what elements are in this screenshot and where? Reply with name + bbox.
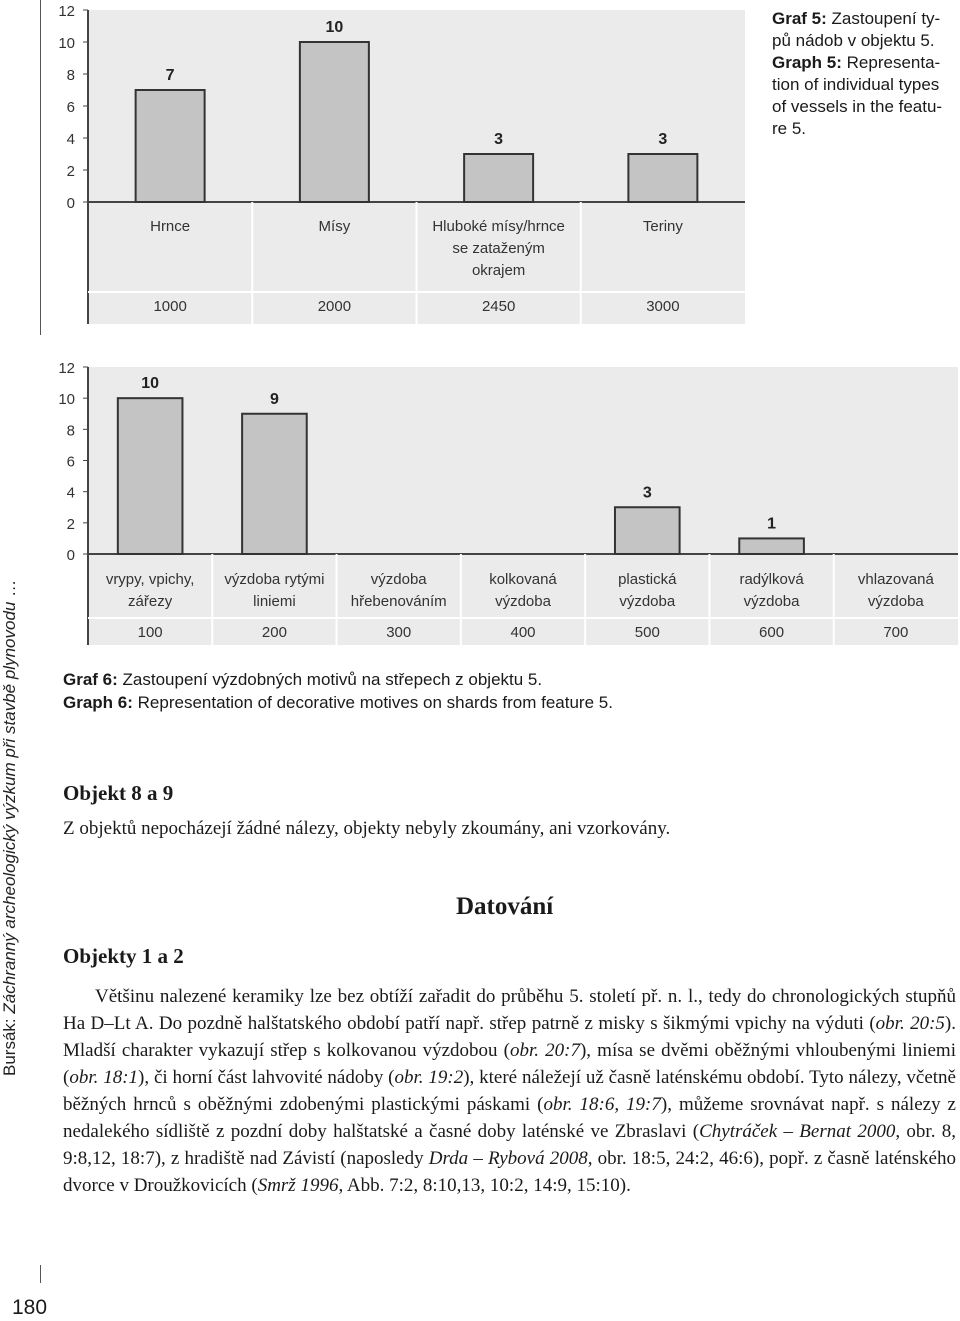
x-category-code: 2000 [317, 298, 352, 315]
caption-graph-5-en-line-1: Representa- [846, 53, 941, 72]
figure-ref-4: obr. 19:2 [394, 1067, 464, 1088]
y-tick-label: 2 [66, 163, 75, 180]
y-tick-label: 0 [66, 547, 75, 564]
body-text-2: ). Mladší charakter vykazují střep s kolkovanou výzdobou ( [63, 1013, 956, 1061]
figure-ref-2: obr. 20:7 [510, 1040, 580, 1061]
page-number: 180 [12, 1296, 48, 1319]
x-category-label: vrypy, vpichy, [105, 571, 195, 588]
chart-graph-5 [55, 0, 755, 328]
bar [242, 414, 307, 554]
caption-graph-5-en-line-2: tion of individual types [772, 75, 940, 94]
bar [615, 507, 680, 554]
heading-objekty-1-2: Objekty 1 a 2 [63, 944, 184, 968]
body-text-8: , obr. 18:5, 24:2, 46:6), popř. z časně laténského dvorce v Droužkovicích ( [63, 1148, 956, 1196]
chart-graph-6 [55, 355, 960, 649]
x-category-label: Hluboké mísy/hrnce [432, 218, 565, 235]
paragraph-dating [63, 983, 956, 1199]
margin-rule-top [40, 0, 41, 335]
x-category-label: Teriny [642, 218, 683, 235]
y-tick-label: 10 [58, 391, 75, 409]
running-head-author: Bursák: [0, 1018, 19, 1076]
margin-rule-bottom [40, 1265, 41, 1283]
running-head [0, 216, 28, 1076]
x-category-label: radýlková [739, 571, 804, 588]
figure-ref-3: obr. 18:1 [69, 1067, 139, 1088]
data-label: 9 [269, 390, 279, 408]
chart-graph-5-svg [55, 0, 755, 328]
bar [136, 90, 205, 202]
chart-graph-6-svg [55, 355, 960, 649]
data-label: 3 [658, 131, 668, 148]
y-tick-label: 4 [66, 131, 75, 148]
x-category-label: výzdoba rytými [224, 571, 325, 588]
body-text-4: ), či horní část lahvovité nádoby ( [138, 1067, 395, 1088]
data-label: 10 [141, 375, 160, 393]
running-head-ellipsis: … [0, 579, 19, 597]
paragraph-objekt-8-9: Z objektů nepocházejí žádné nálezy, objekty nebyly zkoumány, ani vzorkovány. [63, 818, 671, 839]
caption-graph-5-cz-line-2: pů nádob v objektu 5. [772, 31, 935, 50]
body-text-9: , Abb. 7:2, 8:10,13, 10:2, 14:9, 15:10). [338, 1175, 631, 1196]
x-category-code: 1000 [153, 298, 187, 315]
figure-ref-5: obr. 18:6, 19:7 [543, 1094, 661, 1115]
y-tick-label: 12 [58, 3, 75, 20]
y-tick-label: 12 [58, 360, 75, 377]
x-category-code: 300 [386, 624, 412, 641]
y-tick-label: 0 [66, 195, 75, 212]
body-text-7: , obr. 8, 9:8,12, 18:7), z hradiště nad Závistí (naposledy [63, 1121, 957, 1169]
x-category-label: zářezy [128, 593, 173, 610]
x-category-label: liniemi [253, 593, 296, 610]
figure-ref-1: obr. 20:5 [875, 1013, 945, 1034]
heading-datovani: Datování [456, 893, 554, 920]
x-category-label: výzdoba [867, 593, 924, 610]
x-category-code: 3000 [646, 298, 680, 315]
body-text-3: ), mísa se dvěmi oběžnými vhloubenými liniemi ( [63, 1040, 956, 1088]
body-text-5: ), které náležejí už časně laténskému období. Tyto nálezy, včetně běžných hrnců s oběžnými zdobenými plastickými páskami ( [63, 1067, 956, 1115]
x-category-label: se zataženým [452, 240, 545, 257]
x-category-code: 100 [137, 624, 163, 641]
data-label: 3 [494, 131, 504, 148]
data-label: 7 [165, 67, 175, 84]
caption-graph-5 [772, 8, 958, 140]
data-label: 10 [325, 19, 344, 36]
x-category-code: 500 [634, 624, 660, 641]
citation-smrz: Smrž 1996 [257, 1175, 339, 1196]
x-category-label: Hrnce [150, 218, 191, 235]
data-label: 1 [767, 515, 777, 533]
body-text-6: ), můžeme srovnávat např. s nálezy z nedalekého sídliště z pozdní doby halštatské a časné doby laténské ve Zbraslavi ( [63, 1094, 956, 1142]
bar [118, 398, 183, 554]
heading-objekt-8-9: Objekt 8 a 9 [63, 781, 174, 805]
body-text-1: Většinu nalezené keramiky lze bez obtíží zařadit do průběhu 5. století př. n. l., tedy do chronologických stupňů Ha D–Lt A. Do pozdně halštatského období patří např. střep patrně z misky s šikmými vpichy na výduti ( [63, 986, 956, 1034]
caption-graph-6-cz-text: Zastoupení výzdobných motivů na střepech z objektu 5. [122, 670, 543, 689]
x-category-label: Mísy [318, 218, 351, 235]
x-category-code: 400 [510, 624, 536, 641]
caption-graph-6-en-label: Graph 6: [63, 693, 133, 712]
x-category-label: výzdoba [370, 571, 427, 588]
y-tick-label: 6 [66, 453, 75, 471]
x-category-label: hřebenováním [350, 593, 447, 610]
bar [628, 154, 697, 202]
caption-graph-5-cz-label: Graf 5: [772, 9, 827, 28]
bar [739, 538, 804, 554]
y-tick-label: 8 [66, 422, 75, 440]
caption-graph-6-en-text: Representation of decorative motives on shards from feature 5. [137, 693, 613, 712]
y-tick-label: 2 [66, 515, 75, 533]
x-category-label: výzdoba [743, 593, 800, 610]
data-label: 3 [642, 484, 652, 502]
running-head-title: Záchranný archeologický výzkum při stavbě plynovodu [0, 601, 19, 1014]
x-category-code: 2450 [481, 298, 516, 315]
caption-graph-5-en-label: Graph 5: [772, 53, 842, 72]
caption-graph-6 [63, 668, 943, 714]
x-category-label: výzdoba [495, 593, 551, 610]
x-category-code: 200 [261, 624, 287, 641]
citation-chytracek-bernat: Chytráček – Bernat 2000 [699, 1121, 896, 1142]
x-category-label: vhlazovaná [857, 571, 934, 588]
x-category-label: výzdoba [619, 593, 676, 610]
caption-graph-5-cz-line-1: Zastoupení ty- [831, 9, 941, 28]
y-tick-label: 6 [66, 99, 75, 116]
x-category-code: 700 [883, 624, 909, 641]
x-category-code: 600 [759, 624, 785, 641]
x-category-label: plastická [618, 571, 677, 588]
y-tick-label: 4 [66, 484, 75, 502]
bar [300, 42, 369, 202]
caption-graph-6-cz-label: Graf 6: [63, 670, 118, 689]
x-category-label: okrajem [471, 262, 526, 279]
bar [464, 154, 533, 202]
x-category-label: kolkovaná [489, 571, 557, 588]
caption-graph-5-en-line-3: of vessels in the featu- [772, 97, 943, 116]
y-tick-label: 8 [66, 67, 75, 84]
citation-drda-rybova: Drda – Rybová 2008 [428, 1148, 588, 1169]
y-tick-label: 10 [58, 35, 75, 52]
caption-graph-5-en-line-4: re 5. [772, 119, 807, 138]
